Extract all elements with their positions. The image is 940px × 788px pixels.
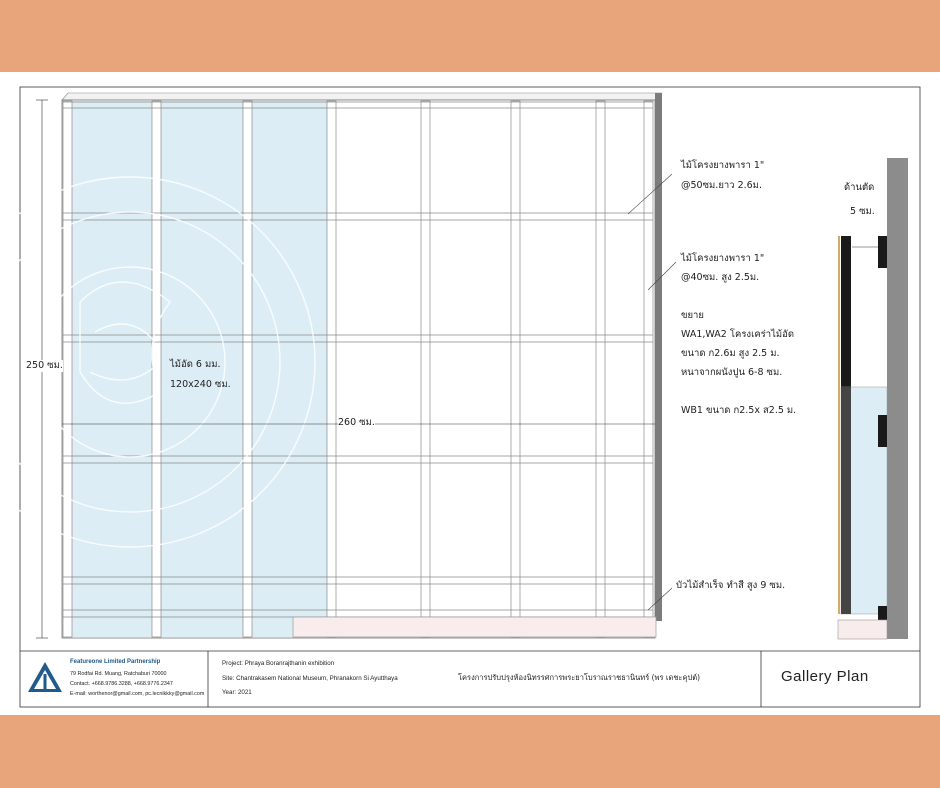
section-depth: 5 ซม. [850,206,875,217]
panel-label-1: ไม้อัด 6 มม. [170,359,221,370]
frame-50-note-2: @50ซม.ยาว 2.6ม. [681,180,762,191]
company-address: 79 Rodfai Rd. Muang, Ratchaburi 70000 [70,671,167,677]
company-contact: Contact. +668.9786.3288, +668.9776.2347 [70,681,173,687]
project-year: Year: 2021 [222,689,252,696]
height-dimension: 250 ซม. [26,360,63,371]
thai-project-title: โครงการปรับปรุงห้องนิทรรศการพระยาโบราณราชธานินทร์ (พร เดชะคุปต์) [458,673,701,682]
expand-note-1: ขยาย [681,310,704,321]
panel-label-2: 120x240 ซม. [170,379,231,390]
company-name: Featureone Limited Partnership [70,659,161,665]
drawing-sheet [0,72,940,715]
sheet-title: Gallery Plan [781,668,869,685]
skirting-note: บัวไม้สำเร็จ ทำสี สูง 9 ซม. [676,580,786,591]
width-dimension: 260 ซม. [338,417,375,428]
expand-note-3: ขนาด ก2.6ม สูง 2.5 ม. [681,348,780,359]
wall-elevation [0,93,662,638]
frame-40-note-2: @40ซม. สูง 2.5ม. [681,272,760,283]
wall-section [838,158,908,639]
frame-50-note-1: ไม้โครงยางพารา 1" [681,160,765,171]
elevation-drawing [0,72,940,715]
section-concrete-wall [887,158,908,639]
expand-note-2: WA1,WA2 โครงเคร่าไม้อัด [681,329,795,340]
company-logo-icon [28,662,62,692]
frame-40-note-1: ไม้โครงยางพารา 1" [681,253,765,264]
skirting-board [293,617,656,637]
section-title: ด้านตัด [844,182,875,193]
company-email: E-mail: worthenor@gmail.com, pc.lecnikkky@gmail.com [70,691,205,697]
wall-side [655,93,662,621]
expand-note-4: หนาจากผนังปูน 6-8 ซม. [681,367,783,378]
expand-note-6: WB1 ขนาด ก2.5x ส2.5 ม. [681,405,797,416]
project-name: Project: Phraya Boranrajthanin exhibition [222,660,335,667]
project-site: Site: Chantrakasem National Museum, Phranakorn Si Ayutthaya [222,675,398,682]
